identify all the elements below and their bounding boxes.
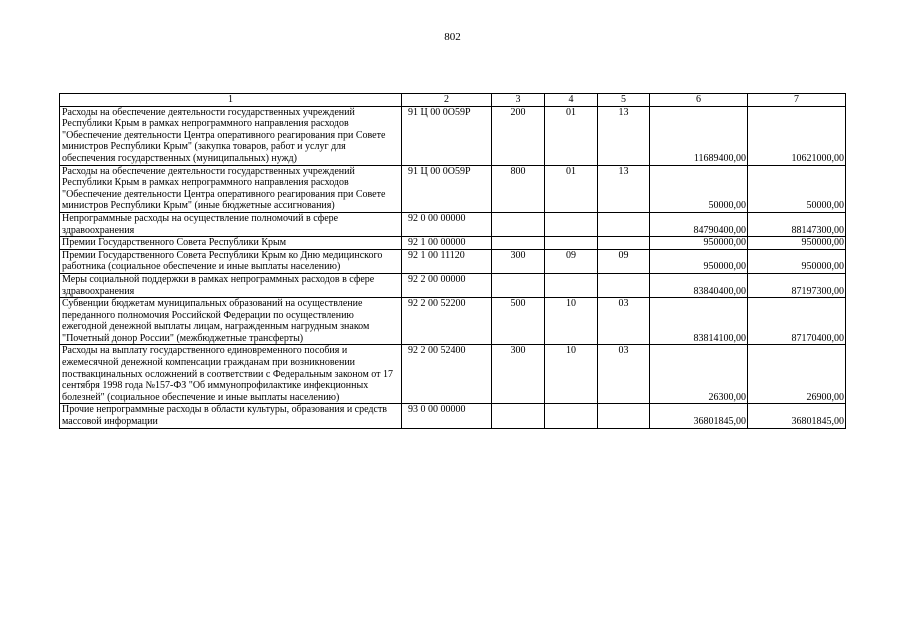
expense-type-code: 500 [492, 298, 545, 345]
expense-type-code [492, 212, 545, 236]
expense-name: Премии Государственного Совета Республики Крым ко Дню медицинского работника (социальное обеспечение и иные выплаты населению) [60, 249, 402, 273]
subsection-code [598, 404, 650, 428]
header-cell: 3 [492, 94, 545, 107]
section-code: 10 [545, 298, 598, 345]
amount-year-2: 26900,00 [748, 345, 846, 404]
amount-year-1: 950000,00 [650, 237, 748, 250]
table-row [60, 165, 846, 212]
expense-type-code [492, 404, 545, 428]
target-article-code: 92 0 00 00000 [402, 212, 492, 236]
amount-year-2: 87170400,00 [748, 298, 846, 345]
expense-type-code [492, 273, 545, 297]
amount-year-2: 950000,00 [748, 237, 846, 250]
target-article-code: 92 2 00 52200 [402, 298, 492, 345]
header-cell: 6 [650, 94, 748, 107]
target-article-code: 91 Ц 00 0О59Р [402, 165, 492, 212]
amount-year-2: 88147300,00 [748, 212, 846, 236]
table-row [60, 404, 846, 428]
budget-table [59, 93, 846, 429]
section-code: 01 [545, 106, 598, 165]
table-row [60, 273, 846, 297]
header-cell: 7 [748, 94, 846, 107]
target-article-code: 92 2 00 52400 [402, 345, 492, 404]
target-article-code: 91 Ц 00 0О59Р [402, 106, 492, 165]
subsection-code [598, 273, 650, 297]
section-code: 09 [545, 249, 598, 273]
amount-year-2: 87197300,00 [748, 273, 846, 297]
amount-year-1: 83814100,00 [650, 298, 748, 345]
amount-year-2: 10621000,00 [748, 106, 846, 165]
amount-year-1: 11689400,00 [650, 106, 748, 165]
expense-name: Меры социальной поддержки в рамках непрограммных расходов в сфере здравоохранения [60, 273, 402, 297]
subsection-code [598, 212, 650, 236]
header-cell: 1 [60, 94, 402, 107]
expense-name: Премии Государственного Совета Республики Крым [60, 237, 402, 250]
target-article-code: 92 1 00 11120 [402, 249, 492, 273]
expense-name: Расходы на выплату государственного единовременного пособия и ежемесячной денежной компенсации гражданам при возникновении поствакцинальных осложнений в соответствии с Федеральным законом от 17 сентября 1998 года №157-ФЗ "Об иммунопрофилактике инфекционных болезней" (социальное обеспечение и иные выплаты населению) [60, 345, 402, 404]
table-row [60, 237, 846, 250]
amount-year-1: 950000,00 [650, 249, 748, 273]
page-number: 802 [444, 31, 461, 43]
section-code [545, 212, 598, 236]
section-code [545, 237, 598, 250]
amount-year-2: 950000,00 [748, 249, 846, 273]
header-cell: 2 [402, 94, 492, 107]
subsection-code: 13 [598, 106, 650, 165]
expense-name: Расходы на обеспечение деятельности государственных учреждений Республики Крым в рамках непрограммного направления расходов "Обеспечение деятельности Центра оперативного реагирования при Совете министров Республики Крым" (иные бюджетные ассигнования) [60, 165, 402, 212]
expense-type-code: 300 [492, 345, 545, 404]
target-article-code: 92 2 00 00000 [402, 273, 492, 297]
section-code [545, 404, 598, 428]
amount-year-1: 84790400,00 [650, 212, 748, 236]
subsection-code: 13 [598, 165, 650, 212]
expense-name: Прочие непрограммные расходы в области культуры, образования и средств массовой информации [60, 404, 402, 428]
table-row [60, 345, 846, 404]
subsection-code: 09 [598, 249, 650, 273]
table-row [60, 106, 846, 165]
expense-type-code: 300 [492, 249, 545, 273]
header-cell: 4 [545, 94, 598, 107]
subsection-code [598, 237, 650, 250]
target-article-code: 92 1 00 00000 [402, 237, 492, 250]
amount-year-2: 50000,00 [748, 165, 846, 212]
amount-year-1: 26300,00 [650, 345, 748, 404]
table-header-row [60, 94, 846, 107]
amount-year-1: 83840400,00 [650, 273, 748, 297]
amount-year-2: 36801845,00 [748, 404, 846, 428]
amount-year-1: 36801845,00 [650, 404, 748, 428]
expense-type-code [492, 237, 545, 250]
subsection-code: 03 [598, 345, 650, 404]
table-row [60, 249, 846, 273]
section-code [545, 273, 598, 297]
header-cell: 5 [598, 94, 650, 107]
expense-type-code: 800 [492, 165, 545, 212]
section-code: 10 [545, 345, 598, 404]
amount-year-1: 50000,00 [650, 165, 748, 212]
expense-name: Субвенции бюджетам муниципальных образований на осуществление переданного полномочия Российской Федерации по осуществлению ежегодной денежной выплаты лицам, награжденным нагрудным знаком "Почетный донор России" (межбюджетные трансферты) [60, 298, 402, 345]
expense-name: Расходы на обеспечение деятельности государственных учреждений Республики Крым в рамках непрограммного направления расходов "Обеспечение деятельности Центра оперативного реагирования при Совете министров Республики Крым" (закупка товаров, работ и услуг для обеспечения государственных (муниципальных) нужд) [60, 106, 402, 165]
table-row [60, 212, 846, 236]
subsection-code: 03 [598, 298, 650, 345]
table-row [60, 298, 846, 345]
section-code: 01 [545, 165, 598, 212]
expense-name: Непрограммные расходы на осуществление полномочий в сфере здравоохранения [60, 212, 402, 236]
target-article-code: 93 0 00 00000 [402, 404, 492, 428]
expense-type-code: 200 [492, 106, 545, 165]
